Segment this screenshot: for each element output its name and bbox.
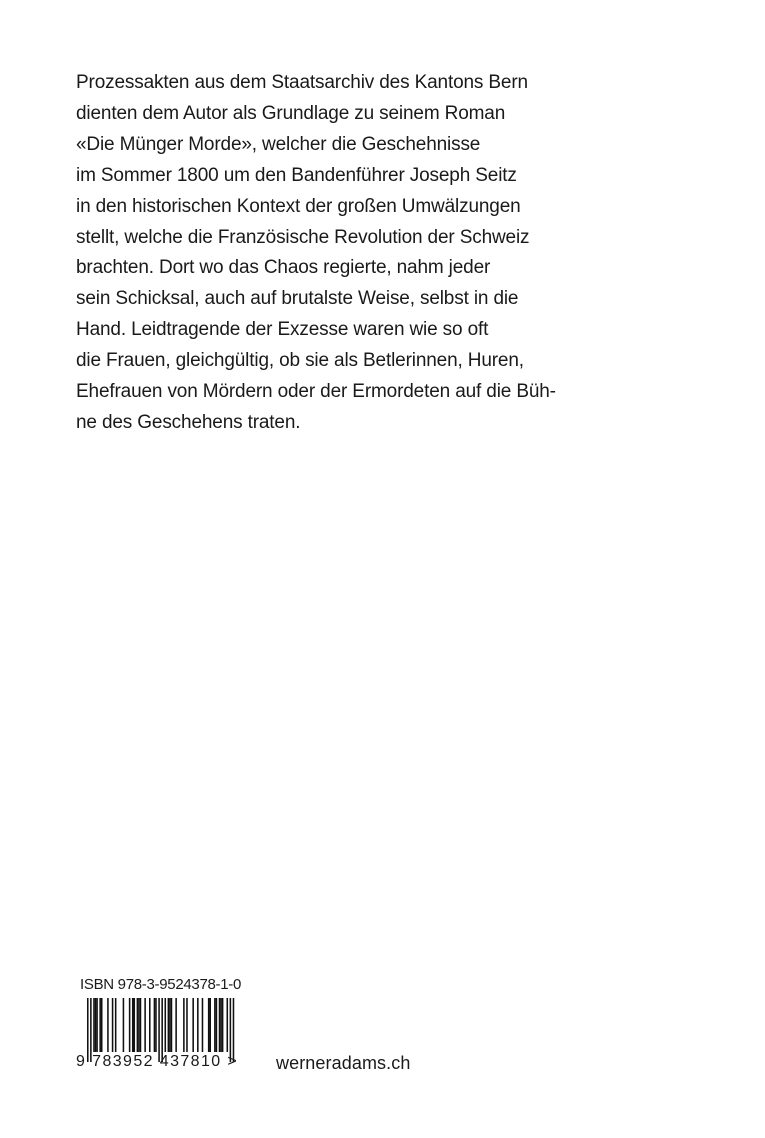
barcode-bar [101,998,103,1052]
barcode-bar [219,998,221,1052]
barcode-bar [208,998,210,1052]
blurb-line: dienten dem Autor als Grundlage zu seinem Roman [76,102,506,124]
barcode-bar [222,998,224,1052]
barcode-bar [183,998,185,1052]
barcode-bar [216,998,218,1052]
barcode-bar [154,998,156,1052]
barcode-bar [149,998,151,1052]
blurb-line: sein Schicksal, auch auf brutalste Weise, selbst in die [76,288,519,310]
barcode-bar [227,998,229,1052]
barcode-bar [96,998,98,1052]
blurb-line: Hand. Leidtragende der Exzesse waren wie so oft [76,319,489,341]
publisher-website: werneradams.ch [276,1053,411,1073]
blurb-line: brachten. Dort wo das Chaos regierte, nahm jeder [76,257,491,279]
barcode-bar [134,998,136,1052]
barcode-bar [168,998,170,1052]
barcode-bar [138,998,140,1052]
blurb-line: Prozessakten aus dem Staatsarchiv des Kantons Bern [76,72,528,93]
back-cover-blurb [76,68,636,439]
barcode-bar [197,998,199,1052]
barcode-digits: 9 783952 437810 > [76,1053,239,1070]
blurb-line: ne des Geschehens traten. [76,411,301,433]
blurb-line: in den historischen Kontext der großen Umwälzungen [76,195,521,217]
barcode-bar [129,998,131,1052]
blurb-line: «Die Münger Morde», welcher die Geschehnisse [76,133,481,155]
barcode-bar [132,998,134,1052]
barcode-bar [123,998,125,1052]
blurb-line: Ehefrauen von Mördern oder der Ermordeten auf die Büh- [76,381,556,403]
barcode-bar [107,998,109,1052]
barcode-bar [169,998,171,1052]
barcode-bar [93,998,95,1052]
isbn-label: ISBN 978-3-9524378-1-0 [80,976,242,993]
barcode-bar [214,998,216,1052]
barcode-bar [175,998,177,1052]
barcode-bar [155,998,157,1052]
barcode-bar [209,998,211,1052]
barcode-bar [137,998,139,1052]
barcode-bar [171,998,173,1052]
barcode-bar [140,998,142,1052]
barcode-bar [165,998,167,1052]
barcode-bar [95,998,97,1052]
barcode-bar [220,998,222,1052]
barcode-bar [99,998,101,1052]
barcode-bar [192,998,194,1052]
barcode-bar [186,998,188,1052]
blurb-line: die Frauen, gleichgültig, ob sie als Betlerinnen, Huren, [76,350,524,372]
barcode-bar [112,998,114,1052]
barcode-bar [115,998,117,1052]
barcode-bar [144,998,146,1052]
blurb-line: im Sommer 1800 um den Bandenführer Joseph Seitz [76,164,517,186]
barcode-bar [202,998,204,1052]
blurb-line: stellt, welche die Französische Revolution der Schweiz [76,226,530,248]
